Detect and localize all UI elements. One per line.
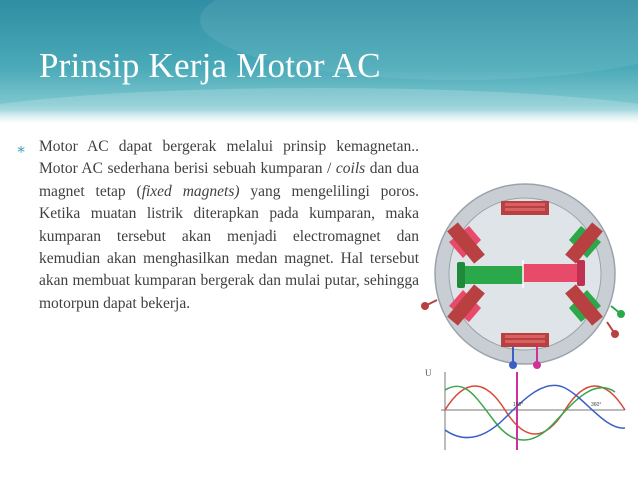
wave-axis-label: U bbox=[425, 368, 432, 378]
body-paragraph bbox=[39, 136, 419, 315]
wave-tick-180: 180° bbox=[513, 402, 524, 408]
slide-title: Prinsip Kerja Motor AC bbox=[39, 46, 381, 85]
wave-green bbox=[445, 386, 615, 440]
slide-header bbox=[0, 0, 638, 123]
wave-tick-360: 360° bbox=[591, 402, 602, 408]
rotor-green-half bbox=[463, 266, 523, 284]
text-run: dan dua magnet tetap ( bbox=[39, 160, 419, 200]
terminal-right-green bbox=[617, 310, 625, 318]
text-run: Motor AC dapat bergerak melalui prinsip kemagnetan.. Motor AC sederhana berisi sebuah kumparan / bbox=[39, 138, 419, 178]
terminal-left bbox=[421, 302, 429, 310]
text-run-italic: fixed magnets) bbox=[141, 182, 240, 200]
ac-motor-diagram bbox=[421, 182, 627, 452]
text-run-italic: coils bbox=[335, 160, 366, 178]
terminal-bottom-blue bbox=[509, 361, 517, 369]
terminal-bottom-magenta bbox=[533, 361, 541, 369]
rotor-pink-half bbox=[523, 264, 579, 282]
text-run: yang mengelilingi poros. Ketika muatan listrik diterapkan pada kumparan, maka kumparan tersebut akan menjadi electromagnet dan kemudian akan menghasilkan medan magnet. Hal tersebut akan membuat kumparan bergerak dan mulai putar, sehingga motorpun dapat bekerja. bbox=[39, 182, 419, 312]
bullet-icon: ∗ bbox=[16, 142, 27, 158]
terminal-right-red bbox=[611, 330, 619, 338]
header-fade bbox=[0, 110, 638, 123]
